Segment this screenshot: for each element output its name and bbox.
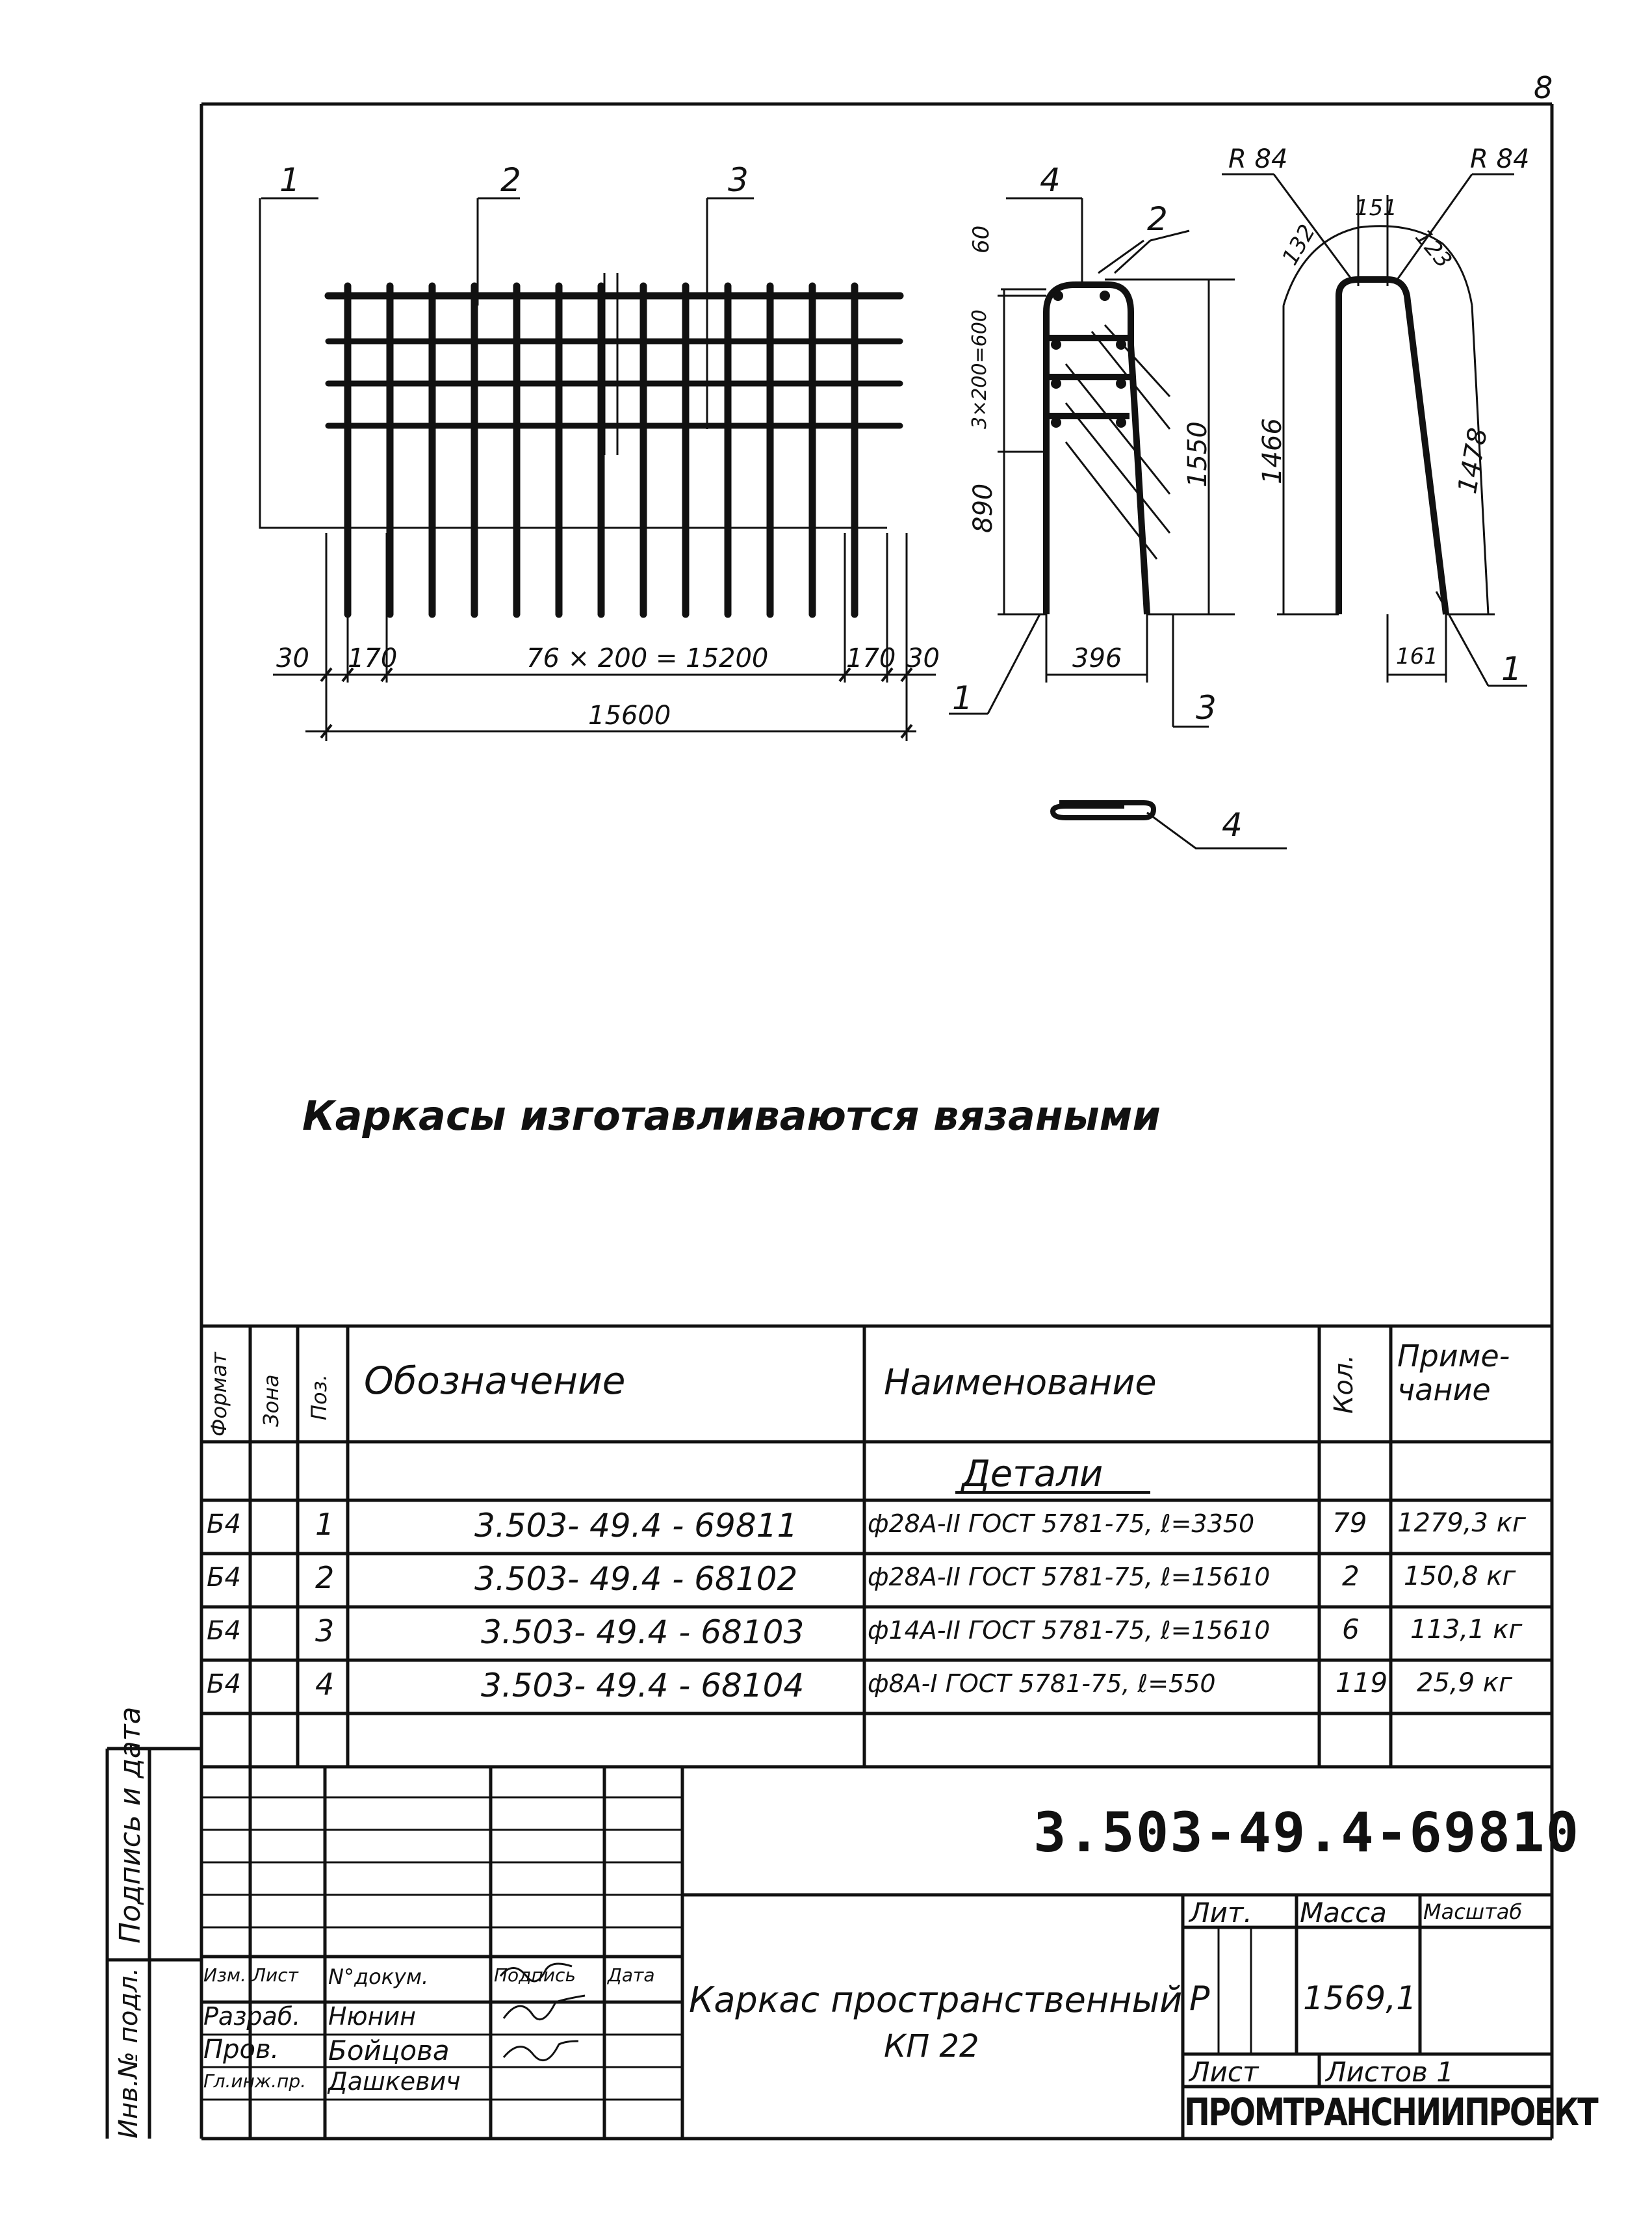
tb-header-date: Дата <box>608 1964 655 1986</box>
row-pos: 1 <box>315 1507 335 1542</box>
tb-name-checker: Бойцова <box>328 2035 450 2066</box>
dim-spacing: 3×200=600 <box>968 309 991 429</box>
callout-3b: 3 <box>1196 689 1217 727</box>
callout-1b: 1 <box>952 679 973 717</box>
tb-lit-label: Лит. <box>1189 1897 1252 1929</box>
header-name: Наименование <box>884 1362 1157 1403</box>
callout-2: 2 <box>500 161 521 199</box>
row-name: ф28А-II ГОСТ 5781-75, ℓ=3350 <box>868 1509 1255 1538</box>
dim-leg-right: 1478 <box>1452 425 1493 496</box>
callout-4b: 4 <box>1222 806 1243 844</box>
tb-mass-value: 1569,1 <box>1303 1979 1417 2017</box>
tb-sheets-label: Листов 1 <box>1326 2056 1454 2088</box>
row-qty: 6 <box>1342 1613 1360 1645</box>
tb-name-chief: Дашкевич <box>328 2067 461 2096</box>
section-title-details: Детали <box>962 1453 1103 1495</box>
tb-header-sign: Подпись <box>494 1964 576 1986</box>
tb-lit-value: Р <box>1189 1979 1210 2018</box>
dim-radius-left: R 84 <box>1228 144 1288 174</box>
row-format: Б4 <box>207 1509 241 1539</box>
row-name: ф14А-II ГОСТ 5781-75, ℓ=15610 <box>868 1616 1271 1645</box>
fabrication-note: Каркасы изготавливаются вязаными <box>302 1092 1161 1140</box>
row-pos: 4 <box>315 1667 335 1702</box>
callout-2b: 2 <box>1147 200 1168 238</box>
dim-arc-left: 132 <box>1277 220 1321 270</box>
dim-end-left: 30 <box>276 644 309 673</box>
dim-arc-right: 123 <box>1410 224 1457 274</box>
tb-role-checker: Пров. <box>203 2035 279 2064</box>
row-note: 25,9 кг <box>1417 1668 1512 1698</box>
side-stamp-signature-date: Подпись и дата <box>114 1706 147 1944</box>
callout-4: 4 <box>1040 161 1061 199</box>
dim-top: 60 <box>968 225 994 254</box>
tie-detail-view <box>1053 803 1287 848</box>
row-designation: 3.503- 49.4 - 68102 <box>474 1560 798 1598</box>
dim-top-width: 151 <box>1355 195 1397 221</box>
tb-header-izm: Изм. <box>203 1964 246 1986</box>
row-qty: 79 <box>1332 1507 1367 1539</box>
dim-radius-right: R 84 <box>1470 144 1530 174</box>
dim-last-space: 170 <box>846 644 896 673</box>
tb-sheet-label: Лист <box>1189 2056 1259 2088</box>
dim-width: 396 <box>1072 644 1122 673</box>
tb-mass-label: Масса <box>1300 1897 1387 1929</box>
row-qty: 119 <box>1336 1667 1388 1699</box>
tb-name-developer: Нюнин <box>328 2002 416 2031</box>
tb-header-doc: N°докум. <box>328 1964 429 1989</box>
page-number: 8 <box>1534 70 1553 105</box>
row-name: ф8А-I ГОСТ 5781-75, ℓ=550 <box>868 1669 1216 1698</box>
drawing-title-line1: Каркас пространственный <box>689 1979 1183 2020</box>
tb-header-list: Лист <box>252 1964 298 1986</box>
callout-1c: 1 <box>1501 650 1522 688</box>
row-pos: 2 <box>315 1560 335 1595</box>
elevation-view <box>328 286 900 614</box>
header-format: Формат <box>207 1352 231 1437</box>
row-designation: 3.503- 49.4 - 69811 <box>474 1507 798 1544</box>
row-designation: 3.503- 49.4 - 68103 <box>481 1613 805 1651</box>
row-qty: 2 <box>1342 1560 1360 1592</box>
dim-end-right: 30 <box>907 644 940 673</box>
drawing-title-line2: КП 22 <box>884 2028 979 2064</box>
dim-repeat: 76 × 200 = 15200 <box>526 644 769 673</box>
callout-3: 3 <box>728 161 749 199</box>
header-qty: Кол. <box>1329 1354 1359 1414</box>
row-note: 1279,3 кг <box>1397 1508 1526 1538</box>
row-format: Б4 <box>207 1563 241 1593</box>
dim-bottom-width: 161 <box>1396 644 1438 670</box>
row-note: 150,8 кг <box>1404 1561 1516 1591</box>
document-number: 3.503-49.4-69810 <box>1033 1801 1581 1864</box>
header-pos: Поз. <box>307 1374 331 1420</box>
dim-leg-left: 1466 <box>1258 418 1287 484</box>
dim-bottom: 890 <box>968 483 998 533</box>
row-format: Б4 <box>207 1669 241 1699</box>
header-note: Приме-чание <box>1397 1338 1510 1407</box>
tb-scale-label: Масштаб <box>1423 1899 1523 1924</box>
row-note: 113,1 кг <box>1410 1615 1523 1645</box>
row-pos: 3 <box>315 1613 335 1648</box>
side-stamp-inventory: Инв.№ подл. <box>114 1967 144 2139</box>
row-name: ф28А-II ГОСТ 5781-75, ℓ=15610 <box>868 1563 1271 1591</box>
header-designation: Обозначение <box>364 1359 626 1403</box>
row-format: Б4 <box>207 1616 241 1646</box>
dim-first-space: 170 <box>348 644 398 673</box>
tb-role-chief: Гл.инж.пр. <box>203 2070 307 2092</box>
organization-name: ПРОМТРАНСНИИПРОЕКТ <box>1184 2090 1597 2134</box>
row-designation: 3.503- 49.4 - 68104 <box>481 1667 805 1704</box>
dim-height: 1550 <box>1183 421 1213 488</box>
tb-role-developer: Разраб. <box>203 2002 301 2031</box>
header-zone: Зона <box>259 1374 283 1427</box>
dim-overall: 15600 <box>588 701 671 731</box>
callout-1: 1 <box>279 161 300 199</box>
